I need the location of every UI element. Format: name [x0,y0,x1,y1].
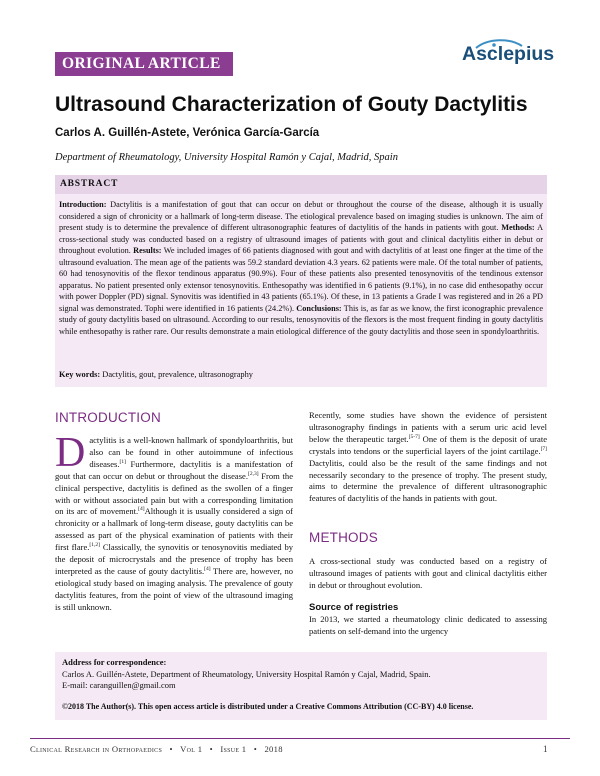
abstract-conclusions-label: Conclusions: [296,303,342,313]
license-statement: ©2018 The Author(s). This open access article is distributed under a Creative Commons Attribution (CC-BY) 4.0 license. [62,702,474,711]
keywords [55,370,547,379]
author-affiliation: Department of Rheumatology, University Hospital Ramón y Cajal, Madrid, Spain [55,152,398,163]
correspondence-address: Carlos A. Guillén-Astete, Department of Rheumatology, University Hospital Ramón y Cajal, Madrid, Spain. [62,668,431,679]
abstract-results-label: Results: [133,246,162,256]
running-footer: Clinical Research in Orthopaedics • Vol 1 • Issue 1 • 2018 [30,744,283,754]
article-type-banner: ORIGINAL ARTICLE [55,52,233,76]
methods-paragraph: A cross-sectional study was conducted based on a registry of ultrasound images of patients with gout and clinical dactylitis either in debut or throughout evolution. [309,556,547,590]
correspondence-text [62,657,542,692]
journal-name: Clinical Research in Orthopaedics [30,744,163,754]
email-address[interactable]: caranguillen@gmail.com [89,680,176,691]
abstract-methods-text: A cross-sectional study was conducted based on a registry of ultrasound images of patients with gout and clinical dactylitis either in debut or throughout evolution. [59,223,544,256]
year: 2018 [264,744,283,754]
correspondence-label: Address for correspondence: [62,657,167,667]
introduction-heading: INTRODUCTION [55,410,161,425]
introduction-body-continued: Recently, some studies have shown the evidence of persistent ultrasonography findings in patients with a serum uric acid level below the therapeutic target.[5-7] One of them is the deposit of urate crystals into tendons or the superficial layers of the joint cartilage.[7] Dactylitis, could also be the result of the same findings and not necessarily secondary to the presence of trophy. The present study, aims to determine the prevalence of different ultrasonographic features of dactylitis of the hands in patients with gout. [309,410,547,504]
publisher-logo [448,36,555,70]
email-label: E-mail: [62,680,88,691]
footer-rule [30,738,570,739]
page-number: 1 [543,744,548,754]
abstract-conclusions-text: This is, as far as we know, the first iconographic prevalence study of gouty dactylitis based on ultrasound. According to our results, tenosynovitis of the flexors is the most frequent finding in gouty dactylitis while enthesopathy is rather rare. Our results demonstrate a main etiological difference of the gouty dactylitis and those seen in spondyloarthritis. [59,303,543,337]
abstract-body [55,199,547,338]
article-title: Ultrasound Characterization of Gouty Dactylitis [55,93,528,116]
abstract-methods-label: Methods: [501,223,535,233]
abstract-results-text: We included images of 66 patients diagnosed with gout and with dactylitis of at least one finger at the time of the ultrasound evaluation. The mean age of the patients was 59.2 standard deviation 4.3 years. 62 patients were male. Of the total number of patients, 60 had tenosynovitis of the flexor tendinous apparatus (90.9%). Four of these patients also presented tenosynovitis of the tendinous extensor apparatus. No patient presented only extensor tenosynovitis. Enthesopathy was identified in 6 patients (9.1%), in no case did enthesopathy occur with power Doppler (PD) signal. Synovitis was identified in 43 patients (65.1%). Of these, in 13 patients a Grade I was registered and in 26 a PD signal was demonstrated. Tophi were identified in 16 patients (24.2%). [59,246,544,313]
issue: Issue 1 [220,744,247,754]
abstract-heading: ABSTRACT [55,175,547,194]
source-of-registries-paragraph: In 2013, we started a rheumatology clinic dedicated to assessing patients on self-demand into the urgency [309,614,547,636]
drop-cap: D [55,430,86,476]
volume: Vol 1 [180,744,203,754]
correspondence-email-line [62,680,542,692]
keywords-text: Dactylitis, gout, prevalence, ultrasonography [102,370,253,379]
introduction-body: Dactylitis is a well-known hallmark of spondyloarthritis, but also can be found in other autoimmune of infectious diseases.[1] Furthermore, dactylitis is a manifestation of gout that can occur on debut or throughout the disease.[2,3] From the clinical perspective, dactylitis is defined as the swollen of a finger with or without associated pain but with a corresponding limitation on its arc of movement.[4]Although it is usually considered a sign of chronicity or a hallmark of long-term disease, gouty dactylitis can be assessed as part of the physical examination of patients with their first flare.[1,2] Classically, the synovitis or tenosynovitis mediated by the deposit of microcrystals and the presence of trophy has been interpreted as the cause of gouty dactylitis.[4] There are, however, no etiological study based on imaging analysis. The prevalence of gouty dactylitis features, from the point of view of the ultrasound imaging is still unknown. [55,430,294,612]
methods-heading: METHODS [309,530,378,545]
logo-text: Asclepius [462,43,555,65]
abstract-intro-label: Introduction: [59,200,107,209]
source-of-registries-heading: Source of registries [309,602,399,613]
article-authors: Carlos A. Guillén-Astete, Verónica García-García [55,127,320,139]
keywords-label: Key words: [59,370,101,379]
abstract-intro-text: Dactylitis is a manifestation of gout that can occur on debut or throughout the course of the disease, although it is usually considered a sign of chronicity or a hallmark of long-term disease. The etiological prevalence based on imaging studies is unknown. The aim of present study is to determine the prevalence of different ultrasonographic features of dactylitis of the hands in patients with gout. [59,200,543,233]
